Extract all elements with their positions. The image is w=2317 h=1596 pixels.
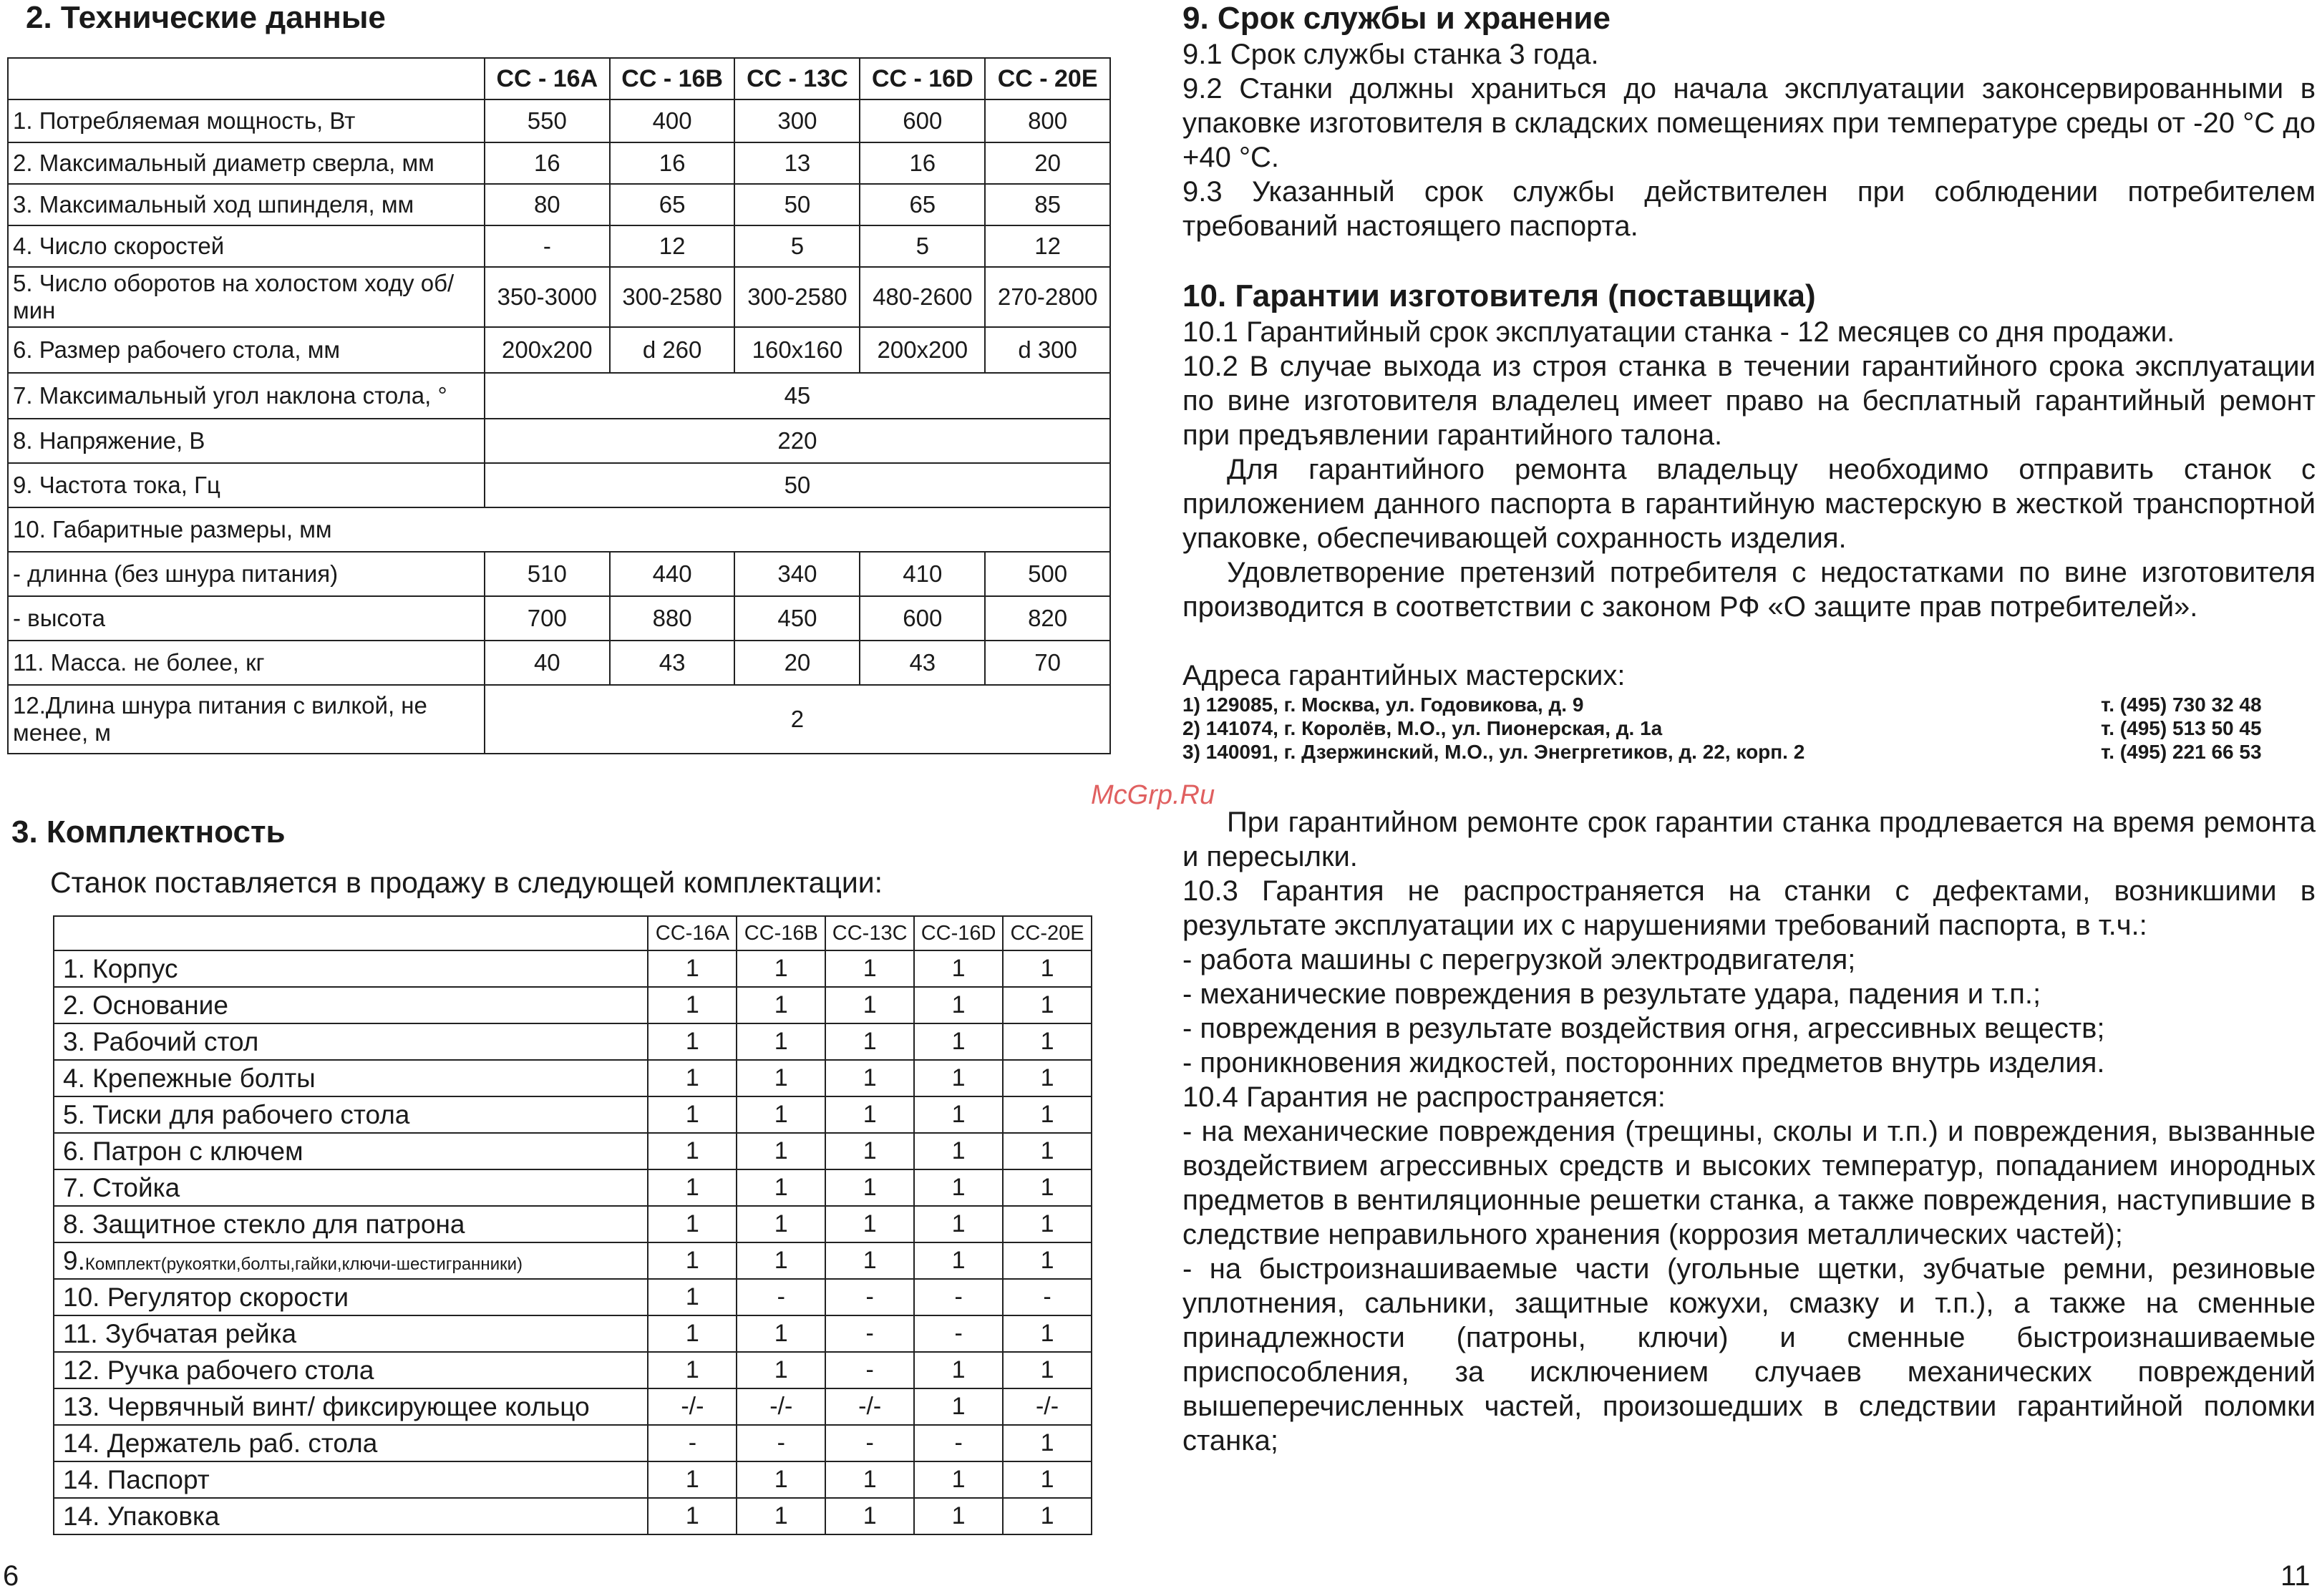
comp-row bbox=[54, 1060, 1092, 1096]
comp-cell: 1 bbox=[1003, 1315, 1092, 1352]
comp-row bbox=[54, 1388, 1092, 1425]
warranty-10-3: 10.3 Гарантия не распространяется на станки с дефектами, возникшими в результате эксплуатации их с нарушениями требований паспорта, в т.ч.: bbox=[1182, 875, 2316, 941]
comp-row bbox=[54, 1133, 1092, 1169]
tech-merged-value: 220 bbox=[485, 419, 1110, 463]
comp-row bbox=[54, 1023, 1092, 1060]
tech-model-header: СС - 20Е bbox=[985, 58, 1110, 99]
comp-row bbox=[54, 987, 1092, 1023]
comp-cell: 1 bbox=[648, 1279, 737, 1315]
comp-cell: - bbox=[1003, 1279, 1092, 1315]
tech-cell: 5 bbox=[860, 225, 985, 267]
comp-cell: -/- bbox=[825, 1388, 914, 1425]
comp-cell: - bbox=[825, 1279, 914, 1315]
comp-cell: 1 bbox=[737, 1498, 825, 1534]
tech-cell: 80 bbox=[485, 184, 610, 225]
tech-cell: 410 bbox=[860, 552, 985, 596]
tech-cell: 300-2580 bbox=[610, 267, 735, 327]
tech-cell: 43 bbox=[860, 641, 985, 685]
tech-cell: 600 bbox=[860, 596, 985, 641]
comp-cell: 1 bbox=[648, 1169, 737, 1206]
warranty-repair-extension: При гарантийном ремонте срок гарантии станка продлевается на время ремонта и пересылки. bbox=[1182, 807, 2316, 872]
comp-cell: 1 bbox=[737, 987, 825, 1023]
tech-row bbox=[8, 685, 1110, 754]
comp-cell: 1 bbox=[1003, 1498, 1092, 1534]
warranty-10-1: 10.1 Гарантийный срок эксплуатации станка - 12 месяцев со дня продажи. bbox=[1182, 316, 2175, 348]
tech-cell: 20 bbox=[985, 142, 1110, 184]
tech-cell: 16 bbox=[610, 142, 735, 184]
comp-cell: 1 bbox=[825, 1461, 914, 1498]
comp-row bbox=[54, 1425, 1092, 1461]
comp-row-label: 7. Стойка bbox=[54, 1169, 648, 1206]
comp-row-label: 12. Ручка рабочего стола bbox=[54, 1352, 648, 1388]
addresses-list bbox=[1182, 693, 2316, 764]
comp-cell: 1 bbox=[1003, 1169, 1092, 1206]
tech-cell: 450 bbox=[734, 596, 860, 641]
comp-cell: 1 bbox=[648, 987, 737, 1023]
tech-cell: 480-2600 bbox=[860, 267, 985, 327]
warranty-10-4: 10.4 Гарантия не распространяется: bbox=[1182, 1081, 1666, 1113]
tech-cell: 200x200 bbox=[485, 327, 610, 373]
comp-cell: 1 bbox=[1003, 1206, 1092, 1242]
comp-cell: 1 bbox=[648, 950, 737, 987]
tech-cell: 40 bbox=[485, 641, 610, 685]
tech-cell: 43 bbox=[610, 641, 735, 685]
comp-cell: 1 bbox=[825, 1096, 914, 1133]
tech-row bbox=[8, 184, 1110, 225]
comp-cell: 1 bbox=[648, 1242, 737, 1279]
comp-row-label: 13. Червячный винт/ фиксирующее кольцо bbox=[54, 1388, 648, 1425]
comp-cell: 1 bbox=[648, 1498, 737, 1534]
tech-cell: 12 bbox=[985, 225, 1110, 267]
comp-cell: 1 bbox=[737, 950, 825, 987]
comp-cell: 1 bbox=[648, 1352, 737, 1388]
service-life-9-1: 9.1 Срок службы станка 3 года. bbox=[1182, 39, 1599, 70]
tech-row bbox=[8, 225, 1110, 267]
warranty-10-2-shipping: Для гарантийного ремонта владельцу необходимо отправить станок с приложением данного паспорта в гарантийную мастерскую в жесткой транспортной упаковке, обеспечивающей сохранность изделия. bbox=[1182, 454, 2316, 554]
comp-cell: 1 bbox=[737, 1352, 825, 1388]
comp-cell: 1 bbox=[1003, 1060, 1092, 1096]
comp-cell: 1 bbox=[737, 1060, 825, 1096]
comp-header-empty bbox=[54, 916, 648, 950]
tech-row bbox=[8, 99, 1110, 142]
comp-row-label: 14. Держатель раб. стола bbox=[54, 1425, 648, 1461]
tech-row bbox=[8, 507, 1110, 552]
comp-cell: 1 bbox=[825, 987, 914, 1023]
tech-row-label: 3. Максимальный ход шпинделя, мм bbox=[8, 184, 485, 225]
tech-cell: 300 bbox=[734, 99, 860, 142]
tech-model-header: СС - 16D bbox=[860, 58, 985, 99]
tech-cell: 550 bbox=[485, 99, 610, 142]
comp-row bbox=[54, 1279, 1092, 1315]
comp-cell: 1 bbox=[737, 1169, 825, 1206]
comp-row bbox=[54, 1206, 1092, 1242]
tech-cell: 16 bbox=[485, 142, 610, 184]
tech-cell: 50 bbox=[734, 184, 860, 225]
comp-cell: - bbox=[914, 1425, 1003, 1461]
tech-row-label: 11. Масса. не более, кг bbox=[8, 641, 485, 685]
tech-cell: 880 bbox=[610, 596, 735, 641]
tech-row-label: - высота bbox=[8, 596, 485, 641]
comp-row-label: 6. Патрон с ключем bbox=[54, 1133, 648, 1169]
comp-cell: 1 bbox=[648, 1133, 737, 1169]
tech-cell: 85 bbox=[985, 184, 1110, 225]
tech-cell: 800 bbox=[985, 99, 1110, 142]
comp-cell: 1 bbox=[1003, 950, 1092, 987]
tech-row-label: - длинна (без шнура питания) bbox=[8, 552, 485, 596]
comp-cell: 1 bbox=[1003, 1023, 1092, 1060]
comp-cell: 1 bbox=[737, 1096, 825, 1133]
comp-cell: 1 bbox=[825, 1242, 914, 1279]
tech-cell: d 300 bbox=[985, 327, 1110, 373]
comp-cell: 1 bbox=[1003, 1133, 1092, 1169]
comp-cell: 1 bbox=[1003, 987, 1092, 1023]
comp-cell: 1 bbox=[914, 1388, 1003, 1425]
comp-cell: 1 bbox=[914, 1060, 1003, 1096]
tech-row-label: 12.Длина шнура питания с вилкой, не менее, м bbox=[8, 685, 485, 754]
tech-merged-value: 2 bbox=[485, 685, 1110, 754]
warranty-10-4-b: - на быстроизнашиваемые части (угольные щетки, зубчатые ремни, резиновые уплотнения, сальники, защитные кожухи, смазку и т.п.), а также на сменные принадлежности (патроны, ключи) и сменные быстроизнашиваемые приспособления, за исключением случаев механических повреждений вышеперечисленных частей, произошедших в следствии гарантийной поломки станка; bbox=[1182, 1253, 2316, 1456]
tech-row-label: 1. Потребляемая мощность, Вт bbox=[8, 99, 485, 142]
comp-cell: 1 bbox=[914, 1023, 1003, 1060]
warranty-10-3-item: - работа машины с перегрузкой электродвигателя; bbox=[1182, 944, 1856, 975]
comp-row-label: 10. Регулятор скорости bbox=[54, 1279, 648, 1315]
tech-row bbox=[8, 419, 1110, 463]
comp-cell: 1 bbox=[914, 1096, 1003, 1133]
tech-cell: 500 bbox=[985, 552, 1110, 596]
comp-model-header: СС-16В bbox=[737, 916, 825, 950]
comp-row-label: 9.Комплект(рукоятки,болты,гайки,ключи-шестигранники) bbox=[54, 1242, 648, 1279]
comp-row bbox=[54, 1096, 1092, 1133]
comp-row-label: 14. Упаковка bbox=[54, 1498, 648, 1534]
comp-cell: 1 bbox=[914, 1242, 1003, 1279]
comp-cell: 1 bbox=[825, 1206, 914, 1242]
tech-row-label: 6. Размер рабочего стола, мм bbox=[8, 327, 485, 373]
warranty-heading: 10. Гарантии изготовителя (поставщика) bbox=[1182, 278, 1816, 313]
tech-model-header: СС - 13С bbox=[734, 58, 860, 99]
comp-model-header: СС-16D bbox=[914, 916, 1003, 950]
tech-merged-value: 45 bbox=[485, 373, 1110, 419]
comp-cell: 1 bbox=[737, 1206, 825, 1242]
comp-row bbox=[54, 1461, 1092, 1498]
comp-cell: -/- bbox=[1003, 1388, 1092, 1425]
tech-cell: d 260 bbox=[610, 327, 735, 373]
tech-row bbox=[8, 463, 1110, 507]
tech-model-header: СС - 16В bbox=[610, 58, 735, 99]
comp-cell: - bbox=[825, 1315, 914, 1352]
comp-row bbox=[54, 950, 1092, 987]
comp-row-label: 14. Паспорт bbox=[54, 1461, 648, 1498]
tech-cell: 200x200 bbox=[860, 327, 985, 373]
tech-cell: 600 bbox=[860, 99, 985, 142]
comp-cell: 1 bbox=[648, 1023, 737, 1060]
comp-row-label: 11. Зубчатая рейка bbox=[54, 1315, 648, 1352]
tech-row bbox=[8, 641, 1110, 685]
comp-row bbox=[54, 1352, 1092, 1388]
tech-model-header: СС - 16А bbox=[485, 58, 610, 99]
tech-row-label: 7. Максимальный угол наклона стола, ° bbox=[8, 373, 485, 419]
completeness-table bbox=[53, 915, 1092, 1535]
comp-cell: 1 bbox=[1003, 1461, 1092, 1498]
comp-cell: 1 bbox=[825, 1169, 914, 1206]
comp-cell: 1 bbox=[1003, 1242, 1092, 1279]
tech-cell: 5 bbox=[734, 225, 860, 267]
comp-cell: 1 bbox=[825, 950, 914, 987]
comp-cell: 1 bbox=[825, 1060, 914, 1096]
tech-row-label: 8. Напряжение, В bbox=[8, 419, 485, 463]
tech-cell: - bbox=[485, 225, 610, 267]
comp-model-header: СС-16А bbox=[648, 916, 737, 950]
comp-cell: 1 bbox=[648, 1096, 737, 1133]
completeness-section-heading: 3. Комплектность bbox=[11, 814, 286, 850]
comp-cell: 1 bbox=[737, 1133, 825, 1169]
tech-section-heading: 2. Технические данные bbox=[26, 0, 386, 35]
comp-cell: 1 bbox=[1003, 1425, 1092, 1461]
comp-model-header: СС-13С bbox=[825, 916, 914, 950]
tech-cell: 350-3000 bbox=[485, 267, 610, 327]
comp-model-header: СС-20Е bbox=[1003, 916, 1092, 950]
tech-specs-table bbox=[7, 57, 1111, 754]
completeness-intro: Станок поставляется в продажу в следующей комплектации: bbox=[50, 866, 883, 899]
address-row: 2) 141074, г. Королёв, М.О., ул. Пионерская, д. 1а т. (495) 513 50 45 bbox=[1182, 717, 2262, 739]
warranty-10-2-claims: Удовлетворение претензий потребителя с недостатками по вине изготовителя производится в соответствии с законом РФ «О защите прав потребителей». bbox=[1182, 557, 2316, 623]
comp-cell: 1 bbox=[914, 1461, 1003, 1498]
comp-cell: 1 bbox=[1003, 1352, 1092, 1388]
comp-cell: 1 bbox=[648, 1315, 737, 1352]
address-row: 1) 129085, г. Москва, ул. Годовикова, д. 9 т. (495) 730 32 48 bbox=[1182, 694, 2262, 716]
comp-cell: 1 bbox=[914, 1169, 1003, 1206]
comp-row-label: 1. Корпус bbox=[54, 950, 648, 987]
tech-row bbox=[8, 327, 1110, 373]
addresses-title: Адреса гарантийных мастерских: bbox=[1182, 660, 1626, 691]
tech-cell: 20 bbox=[734, 641, 860, 685]
page-number-left: 6 bbox=[3, 1560, 19, 1592]
tech-cell: 820 bbox=[985, 596, 1110, 641]
tech-row-label: 10. Габаритные размеры, мм bbox=[8, 507, 1110, 552]
comp-row bbox=[54, 1498, 1092, 1534]
warranty-10-3-item: - повреждения в результате воздействия огня, агрессивных веществ; bbox=[1182, 1013, 2105, 1044]
tech-cell: 400 bbox=[610, 99, 735, 142]
comp-cell: 1 bbox=[648, 1461, 737, 1498]
tech-row bbox=[8, 552, 1110, 596]
comp-row bbox=[54, 1315, 1092, 1352]
comp-cell: 1 bbox=[1003, 1096, 1092, 1133]
tech-row-label: 4. Число скоростей bbox=[8, 225, 485, 267]
tech-row bbox=[8, 267, 1110, 327]
tech-cell: 65 bbox=[860, 184, 985, 225]
comp-cell: 1 bbox=[737, 1461, 825, 1498]
tech-cell: 510 bbox=[485, 552, 610, 596]
comp-cell: 1 bbox=[737, 1315, 825, 1352]
comp-cell: - bbox=[737, 1425, 825, 1461]
comp-cell: - bbox=[825, 1425, 914, 1461]
comp-cell: -/- bbox=[737, 1388, 825, 1425]
comp-cell: 1 bbox=[914, 1352, 1003, 1388]
service-life-heading: 9. Срок службы и хранение bbox=[1182, 1, 1611, 36]
comp-cell: 1 bbox=[825, 1498, 914, 1534]
tech-cell: 13 bbox=[734, 142, 860, 184]
comp-cell: 1 bbox=[914, 1498, 1003, 1534]
comp-cell: - bbox=[825, 1352, 914, 1388]
service-life-9-3: 9.3 Указанный срок службы действителен при соблюдении потребителем требований настоящего паспорта. bbox=[1182, 176, 2316, 242]
warranty-10-3-item: - механические повреждения в результате удара, падения и т.п.; bbox=[1182, 978, 2041, 1010]
warranty-10-4-a: - на механические повреждения (трещины, сколы и т.п.) и повреждения, вызванные воздействием агрессивных средств и высоких температур, попаданием инородных предметов в вентиляционные решетки станка, а также повреждения, наступившие в следствие неправильного хранения (коррозия металлических частей); bbox=[1182, 1116, 2316, 1250]
tech-row bbox=[8, 596, 1110, 641]
tech-cell: 340 bbox=[734, 552, 860, 596]
comp-cell: 1 bbox=[914, 987, 1003, 1023]
warranty-10-3-item: - проникновения жидкостей, посторонних предметов внутрь изделия. bbox=[1182, 1047, 2105, 1079]
service-life-9-2: 9.2 Станки должны храниться до начала эксплуатации законсервированными в упаковке изготовителя в складских помещениях при температуре среды от -20 °С до +40 °С. bbox=[1182, 73, 2316, 173]
tech-cell: 300-2580 bbox=[734, 267, 860, 327]
tech-cell: 70 bbox=[985, 641, 1110, 685]
comp-cell: 1 bbox=[737, 1023, 825, 1060]
tech-cell: 700 bbox=[485, 596, 610, 641]
comp-cell: 1 bbox=[737, 1242, 825, 1279]
tech-cell: 270-2800 bbox=[985, 267, 1110, 327]
tech-cell: 12 bbox=[610, 225, 735, 267]
comp-row-label: 5. Тиски для рабочего стола bbox=[54, 1096, 648, 1133]
tech-cell: 16 bbox=[860, 142, 985, 184]
comp-cell: -/- bbox=[648, 1388, 737, 1425]
comp-cell: 1 bbox=[914, 1133, 1003, 1169]
tech-row-label: 2. Максимальный диаметр сверла, мм bbox=[8, 142, 485, 184]
comp-cell: - bbox=[914, 1315, 1003, 1352]
comp-row-label: 2. Основание bbox=[54, 987, 648, 1023]
page-number-right: 11 bbox=[2280, 1560, 2311, 1592]
tech-header-empty bbox=[8, 58, 485, 99]
comp-cell: - bbox=[737, 1279, 825, 1315]
comp-row bbox=[54, 1169, 1092, 1206]
comp-row-label: 4. Крепежные болты bbox=[54, 1060, 648, 1096]
comp-cell: 1 bbox=[648, 1206, 737, 1242]
comp-row-label: 8. Защитное стекло для патрона bbox=[54, 1206, 648, 1242]
right-column bbox=[1182, 0, 2316, 1458]
comp-cell: 1 bbox=[914, 1206, 1003, 1242]
comp-cell: 1 bbox=[914, 950, 1003, 987]
comp-cell: - bbox=[648, 1425, 737, 1461]
warranty-10-2: 10.2 В случае выхода из строя станка в течении гарантийного срока эксплуатации по вине изготовителя владелец имеет право на бесплатный гарантийный ремонт при предъявлении гарантийного талона. bbox=[1182, 351, 2316, 451]
comp-row bbox=[54, 1242, 1092, 1279]
tech-row bbox=[8, 142, 1110, 184]
tech-row-label: 5. Число оборотов на холостом ходу об/мин bbox=[8, 267, 485, 327]
comp-cell: 1 bbox=[825, 1133, 914, 1169]
tech-row-label: 9. Частота тока, Гц bbox=[8, 463, 485, 507]
tech-cell: 440 bbox=[610, 552, 735, 596]
comp-cell: 1 bbox=[648, 1060, 737, 1096]
tech-merged-value: 50 bbox=[485, 463, 1110, 507]
tech-cell: 160x160 bbox=[734, 327, 860, 373]
comp-cell: 1 bbox=[825, 1023, 914, 1060]
comp-row-label: 3. Рабочий стол bbox=[54, 1023, 648, 1060]
watermark-logo: McGrp.Ru bbox=[1091, 780, 1215, 810]
tech-row bbox=[8, 373, 1110, 419]
address-row: 3) 140091, г. Дзержинский, М.О., ул. Энегргетиков, д. 22, корп. 2 т. (495) 221 66 53 bbox=[1182, 741, 2262, 763]
tech-cell: 65 bbox=[610, 184, 735, 225]
comp-cell: - bbox=[914, 1279, 1003, 1315]
